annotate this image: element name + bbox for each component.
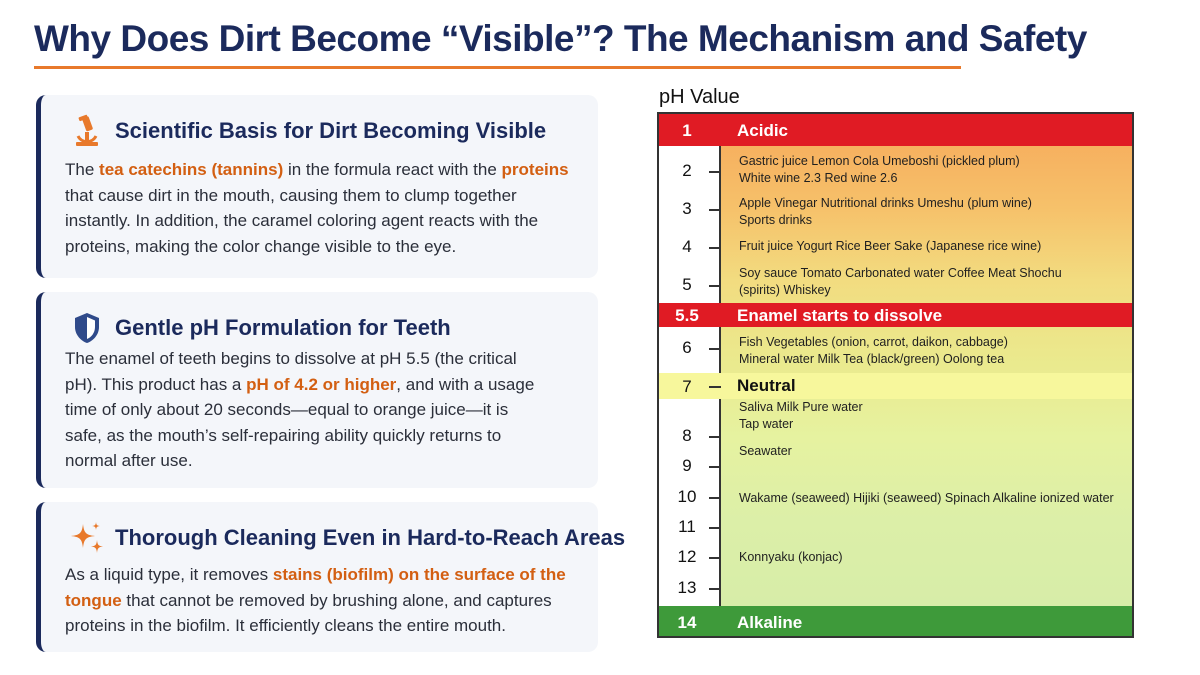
card-scientific-basis bbox=[36, 95, 598, 278]
tick bbox=[709, 247, 721, 249]
body-text: that cannot be removed by brushing alone, and captures proteins in the biofilm. It efficiently cleans the entire mouth. bbox=[65, 590, 552, 635]
body-text: As a liquid type, it removes bbox=[65, 565, 273, 584]
item-line: Fruit juice Yogurt Rice Beer Sake (Japanese rice wine) bbox=[739, 239, 1042, 253]
band-alkaline bbox=[659, 606, 1132, 638]
ph-number: 10 bbox=[677, 487, 697, 506]
item-line: Seawater bbox=[739, 444, 792, 458]
ph-number: 8 bbox=[682, 426, 692, 445]
items-ph-12 bbox=[739, 549, 843, 566]
item-line: Saliva Milk Pure water bbox=[739, 400, 863, 414]
tick bbox=[709, 348, 721, 350]
ph-number: 5 bbox=[682, 275, 692, 294]
band-label-critical: Enamel starts to dissolve bbox=[737, 306, 943, 325]
tick bbox=[709, 209, 721, 211]
band-critical bbox=[659, 303, 1132, 327]
card-ph-formulation bbox=[36, 292, 598, 488]
item-line: Tap water bbox=[739, 417, 794, 431]
items-ph-6 bbox=[739, 334, 1008, 368]
body-text: The enamel of teeth begins to dissolve at pH 5.5 (the critical pH). This product has a bbox=[65, 349, 517, 394]
tick bbox=[709, 588, 721, 590]
ph-number: 11 bbox=[678, 517, 696, 536]
body-text: in the formula react with the bbox=[283, 160, 502, 179]
items-ph-8 bbox=[739, 443, 792, 460]
ph-number: 4 bbox=[682, 237, 692, 256]
card-title: Scientific Basis for Dirt Becoming Visible bbox=[115, 118, 547, 143]
ph-number: 9 bbox=[682, 456, 692, 475]
ph-number: 6 bbox=[682, 338, 692, 357]
items-ph-4 bbox=[739, 238, 1041, 255]
card-body bbox=[65, 157, 578, 259]
items-ph-2 bbox=[739, 153, 1020, 187]
tick bbox=[709, 527, 721, 529]
item-line: Apple Vinegar Nutritional drinks Umeshu (plum wine) bbox=[739, 196, 1032, 210]
band-label-alkaline: Alkaline bbox=[737, 613, 803, 632]
card-body bbox=[65, 562, 578, 639]
item-line: Soy sauce Tomato Carbonated water Coffee Meat Shochu bbox=[739, 266, 1062, 280]
item-line: Mineral water Milk Tea (black/green) Oolong tea bbox=[739, 352, 1005, 366]
band-neutral bbox=[659, 373, 1132, 399]
ph-number: 3 bbox=[682, 199, 692, 218]
item-line: Gastric juice Lemon Cola Umeboshi (pickled plum) bbox=[739, 154, 1020, 168]
item-line: Sports drinks bbox=[739, 213, 812, 227]
highlight-tea-catechins: tea catechins (tannins) bbox=[99, 160, 284, 179]
ph-number-5-5: 5.5 bbox=[675, 306, 699, 325]
tick bbox=[709, 171, 721, 173]
microscope-icon bbox=[67, 111, 107, 151]
page-title: Why Does Dirt Become “Visible”? The Mechanism and Safety bbox=[34, 18, 1087, 59]
items-ph-3 bbox=[739, 195, 1032, 229]
body-text: The bbox=[65, 160, 100, 179]
shield-icon bbox=[67, 308, 107, 348]
body-text: , and with a usage time of only about 20 seconds—equal to orange juice—it is safe, as the mouth’s self-repairing ability quickly returns to normal after use. bbox=[65, 374, 535, 470]
card-body bbox=[65, 346, 538, 474]
highlight-proteins: proteins bbox=[501, 160, 569, 179]
tick bbox=[709, 285, 721, 287]
ph-number: 13 bbox=[677, 578, 697, 597]
ph-number: 12 bbox=[677, 547, 697, 566]
tick bbox=[709, 466, 721, 468]
item-line: Wakame (seaweed) Hijiki (seaweed) Spinach Alkaline ionized water bbox=[739, 491, 1114, 505]
card-title: Thorough Cleaning Even in Hard-to-Reach Areas bbox=[115, 525, 626, 550]
item-line: Konnyaku (konjac) bbox=[739, 550, 843, 564]
tick bbox=[709, 557, 721, 559]
items-ph-5 bbox=[739, 265, 1062, 299]
sparkle-icon bbox=[67, 518, 107, 558]
card-thorough-cleaning bbox=[36, 502, 626, 652]
tick bbox=[709, 436, 721, 438]
ph-number-1: 1 bbox=[682, 121, 692, 140]
band-label-neutral: Neutral bbox=[737, 376, 796, 395]
band-label-acidic: Acidic bbox=[737, 121, 789, 140]
highlight-ph-value: pH of 4.2 or higher bbox=[246, 374, 397, 394]
ph-scale-chart bbox=[657, 112, 1134, 638]
highlight-stains: stains (biofilm) on the surface of the tongue bbox=[65, 565, 566, 610]
items-ph-7 bbox=[739, 399, 863, 433]
ph-number-14: 14 bbox=[677, 613, 697, 632]
body-text: that cause dirt in the mouth, causing them to clump together instantly. In addition, the caramel coloring agent reacts with the proteins, making the color change visible to the eye. bbox=[65, 185, 539, 256]
item-line: Fish Vegetables (onion, carrot, daikon, cabbage) bbox=[739, 335, 1008, 349]
tick-7 bbox=[709, 386, 721, 388]
band-acidic bbox=[659, 114, 1132, 146]
item-line: White wine 2.3 Red wine 2.6 bbox=[739, 171, 898, 185]
ph-number-7: 7 bbox=[682, 377, 692, 396]
tick bbox=[709, 497, 721, 499]
items-ph-10 bbox=[739, 490, 1114, 507]
ph-number: 2 bbox=[682, 161, 692, 180]
card-title: Gentle pH Formulation for Teeth bbox=[115, 315, 451, 340]
ph-axis-label: pH Value bbox=[659, 86, 740, 108]
title-underline bbox=[34, 66, 961, 69]
item-line: (spirits) Whiskey bbox=[739, 283, 831, 297]
